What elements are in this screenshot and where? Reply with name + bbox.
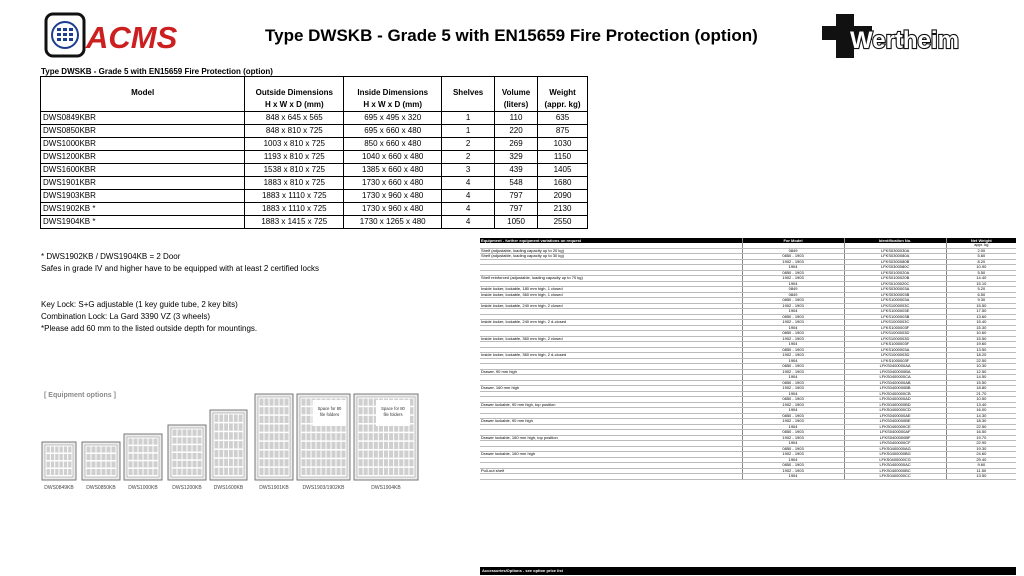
equipment-cell: 0850 - 1903 — [742, 271, 844, 276]
col-subheader: H x W x D (mm) — [344, 99, 442, 112]
equipment-cell: LFKS0400000AD — [844, 397, 946, 402]
equipment-cell: Shelf reinforced (adjustable, loading capacity up to 70 kg) — [481, 276, 583, 280]
equipment-cell: LFKS1000003C — [844, 320, 946, 325]
table-row — [41, 164, 588, 177]
equipment-cell — [480, 414, 742, 419]
table-cell: 439 — [495, 164, 538, 177]
equipment-cell — [480, 315, 742, 320]
equipment-cell: LFKS0100020B — [844, 276, 946, 281]
equipment-cell: LFKS0300080B — [844, 260, 946, 265]
equipment-cell: 18.80 — [946, 386, 1016, 391]
table-cell: 1003 x 810 x 725 — [245, 138, 344, 151]
equipment-cell — [480, 381, 742, 386]
equipment-cell: 1902 - 1903 — [742, 320, 844, 325]
equipment-cell: 15.50 — [946, 304, 1016, 309]
safe-label: DWS1000KB — [128, 485, 158, 491]
equipment-cell — [480, 447, 742, 452]
equipment-cell: 1904 — [742, 425, 844, 430]
table-cell: DWS1600KBR — [41, 164, 245, 177]
equipment-cell: LFKS1000003D — [844, 337, 946, 342]
table-cell: 1030 — [538, 138, 588, 151]
table-cell: 695 x 495 x 320 — [344, 112, 442, 125]
equipment-cell: 10.50 — [946, 397, 1016, 402]
equipment-cell: 10.60 — [946, 331, 1016, 336]
table-cell: 548 — [495, 177, 538, 190]
equipment-cell: 1902 - 1903 — [742, 276, 844, 281]
table-cell: 695 x 660 x 480 — [344, 125, 442, 138]
equipment-cell: 19.70 — [946, 436, 1016, 441]
safe-illustrations — [40, 390, 435, 492]
col-header: Model — [41, 77, 245, 100]
table-cell: 1680 — [538, 177, 588, 190]
equipment-cell: 0850 - 1903 — [742, 447, 844, 452]
table-cell: 4 — [442, 216, 495, 229]
models-subheader-row — [41, 99, 588, 112]
equipment-cell — [480, 331, 742, 336]
equipment-cell: 22.50 — [946, 359, 1016, 364]
equipment-cell: 1904 — [742, 359, 844, 364]
equipment-cell: LFKS1000003B — [844, 315, 946, 320]
table-cell: 269 — [495, 138, 538, 151]
equipment-cell: Shelf (adjustable, loading capacity up to 30 kg) — [481, 254, 564, 258]
equipment-cell: 1902 - 1903 — [742, 469, 844, 474]
equipment-cell — [480, 474, 742, 479]
equipment-cell: 0850 - 1903 — [742, 397, 844, 402]
safe-illustration — [297, 394, 350, 491]
equipment-cell: 1902 - 1903 — [742, 353, 844, 358]
equipment-cell: 0850 - 1903 — [742, 315, 844, 320]
equipment-cell: LFKS0400000BG — [844, 452, 946, 457]
space-label: file folders — [319, 412, 340, 417]
table-cell: 3 — [442, 164, 495, 177]
col-header: Shelves — [442, 77, 495, 100]
equipment-cell: 1902 - 1903 — [742, 370, 844, 375]
safe-label: DWS0850KB — [86, 485, 116, 491]
table-cell: 797 — [495, 190, 538, 203]
equipment-cell: 24.60 — [946, 452, 1016, 457]
equipment-cell: 0850 - 1903 — [742, 348, 844, 353]
table-cell: 850 x 660 x 480 — [344, 138, 442, 151]
equipment-cell: Inside locker, lockable, 360 mm high, 2 d-closed — [481, 353, 567, 357]
equipment-cell: LFKS1000003D — [844, 353, 946, 358]
equipment-cell: 0849 — [742, 287, 844, 292]
table-cell: 2090 — [538, 190, 588, 203]
equipment-cell: LFKS0400000AA — [844, 364, 946, 369]
equipment-cell: Drawer lockable, 160 mm high, top position — [481, 435, 558, 440]
equipment-cell: 1904 — [742, 474, 844, 479]
equipment-cell: 18.30 — [946, 419, 1016, 424]
safe-label: DWS1901KB — [259, 485, 289, 491]
table-cell: 848 x 810 x 725 — [245, 125, 344, 138]
equipment-cell: LFKS0400000CE — [844, 425, 946, 430]
equipment-cell: 8.20 — [946, 260, 1016, 265]
safe-label: DWS1903/1902KB — [302, 485, 345, 491]
equipment-cell — [480, 458, 742, 463]
equipment-cell: LFKS0400000CC — [844, 474, 946, 479]
equipment-cell: LFKS1000003F — [844, 359, 946, 364]
equipment-cell: 0850 - 1903 — [742, 381, 844, 386]
table-row — [41, 125, 588, 138]
table-cell: 4 — [442, 177, 495, 190]
equipment-cell: Inside locker, lockable, 360 mm high, 2 closed — [481, 336, 563, 341]
equipment-cell: 14.30 — [946, 414, 1016, 419]
table-cell: DWS1903KBR — [41, 190, 245, 203]
equipment-cell: Inside locker, lockable, 240 mm high, 2 d-closed — [481, 320, 567, 324]
table-cell: 1730 x 660 x 480 — [344, 177, 442, 190]
equipment-cell — [480, 463, 742, 468]
col-subheader: H x W x D (mm) — [245, 99, 344, 112]
equipment-cell: 1902 - 1903 — [742, 386, 844, 391]
equipment-cell: 6.50 — [946, 293, 1016, 298]
equipment-cell: LFKS1000003C — [844, 304, 946, 309]
equipment-cell: Drawer lockable, 90 mm high, top position — [481, 402, 556, 407]
equipment-cell: 0850 - 1903 — [742, 254, 844, 259]
equipment-cell: 5.60 — [946, 254, 1016, 259]
col-header: Outside Dimensions — [245, 77, 344, 100]
equipment-cell: 19.30 — [946, 447, 1016, 452]
table-cell: 2130 — [538, 203, 588, 216]
equipment-cell: 0850 - 1903 — [742, 430, 844, 435]
eq-col-header: Identification No. — [844, 238, 946, 243]
models-table — [40, 76, 588, 229]
equipment-cell: LFKS0400000CA — [844, 375, 946, 380]
table-cell: 1730 x 960 x 480 — [344, 190, 442, 203]
equipment-cell — [480, 392, 742, 397]
table-row — [41, 203, 588, 216]
table-cell: 1150 — [538, 151, 588, 164]
col-subheader: (liters) — [495, 99, 538, 112]
equipment-cell: 1902 - 1903 — [742, 304, 844, 309]
table-cell: 1193 x 810 x 725 — [245, 151, 344, 164]
equipment-cell: LFKS1000003D — [844, 331, 946, 336]
table-cell: DWS1901KBR — [41, 177, 245, 190]
equipment-cell — [480, 265, 742, 270]
equipment-cell — [480, 397, 742, 402]
equipment-cell: Drawer lockable, 90 mm high — [481, 419, 533, 423]
equipment-cell: 22.50 — [946, 425, 1016, 430]
equipment-cell: LFKS0400000CG — [844, 458, 946, 463]
equipment-cell: LFKS0400000AG — [844, 447, 946, 452]
equipment-cell: Shelf (adjustable, loading capacity up to 20 kg) — [481, 248, 564, 253]
equipment-cell: 15.40 — [946, 320, 1016, 325]
col-subheader: (appr. kg) — [538, 99, 588, 112]
table-row — [41, 138, 588, 151]
equipment-cell: LFKS0300030A — [844, 249, 946, 254]
equipment-cell: LFKS0100020C — [844, 282, 946, 287]
equipment-cell: LFKS0400000BF — [844, 436, 946, 441]
equipment-cell: 1904 — [742, 282, 844, 287]
equipment-cell: 1902 - 1903 — [742, 260, 844, 265]
equipment-cell: 14.50 — [946, 375, 1016, 380]
equipment-cell: LFKS0400000CF — [844, 441, 946, 446]
equipment-cell: 0849 — [742, 293, 844, 298]
equipment-cell: 19.60 — [946, 342, 1016, 347]
table-cell: 1883 x 810 x 725 — [245, 177, 344, 190]
equipment-cell: 1904 — [742, 375, 844, 380]
equipment-cell: Inside locker, lockable, 360 mm high, 1 closed — [481, 292, 563, 297]
equipment-cell: 0850 - 1903 — [742, 364, 844, 369]
equipment-cell: Pull-out shelf — [481, 468, 505, 473]
equipment-cell: 1902 - 1903 — [742, 419, 844, 424]
note-key-lock: Key Lock: S+G adjustable (1 key guide tube, 2 key bits) — [41, 300, 238, 309]
equipment-cell: 1904 — [742, 265, 844, 270]
equipment-cell: 22.90 — [946, 441, 1016, 446]
equipment-cell: LFKS0300080C — [844, 265, 946, 270]
safe-illustration — [124, 434, 162, 491]
equipment-cell — [480, 348, 742, 353]
table-cell: 1 — [442, 112, 495, 125]
equipment-footer: Accessories/Options - see option price list — [480, 567, 1016, 575]
equipment-cell: 1904 — [742, 326, 844, 331]
equipment-cell — [480, 430, 742, 435]
equipment-cell: LFKS0300003A — [844, 287, 946, 292]
note-combination-lock: Combination Lock: La Gard 3390 VZ (3 wheels) — [41, 312, 210, 321]
table-cell: 2 — [442, 138, 495, 151]
equipment-cell: 16.50 — [946, 430, 1016, 435]
table-cell: 875 — [538, 125, 588, 138]
equipment-cell: LFKS0400000BB — [844, 386, 946, 391]
equipment-cell: 0850 - 1903 — [742, 298, 844, 303]
equipment-cell: LFKS0400000CB — [844, 392, 946, 397]
equipment-cell: LFKS0400000AC — [844, 463, 946, 468]
equipment-cell: LFKS0400000BC — [844, 469, 946, 474]
equipment-cell — [480, 309, 742, 314]
equipment-cell — [480, 282, 742, 287]
table-cell: DWS0849KBR — [41, 112, 245, 125]
col-header: Weight — [538, 77, 588, 100]
safe-label: DWS1904KB — [371, 485, 401, 491]
table-cell: 1883 x 1415 x 725 — [245, 216, 344, 229]
equipment-cell: 1904 — [742, 392, 844, 397]
equipment-body — [480, 249, 1016, 480]
eq-col-subheader: appr. kg — [946, 243, 1016, 248]
equipment-cell: LFKS0400000CD — [844, 408, 946, 413]
table-cell: 1730 x 1265 x 480 — [344, 216, 442, 229]
table-cell: 1538 x 810 x 725 — [245, 164, 344, 177]
table-cell: 4 — [442, 190, 495, 203]
equipment-cell: LFKS1000003A — [844, 298, 946, 303]
table-cell: 220 — [495, 125, 538, 138]
equipment-cell: 1904 — [742, 408, 844, 413]
equipment-cell: 1904 — [742, 441, 844, 446]
equipment-cell: LFKS0300080A — [844, 254, 946, 259]
equipment-cell — [480, 441, 742, 446]
equipment-cell: LFKS1000003F — [844, 326, 946, 331]
table-cell: 1 — [442, 125, 495, 138]
equipment-cell: LFKS0400000BA — [844, 370, 946, 375]
equipment-cell: 1902 - 1903 — [742, 436, 844, 441]
equipment-cell: 0850 - 1903 — [742, 331, 844, 336]
equipment-cell: LFKS1000003F — [844, 342, 946, 347]
equipment-cell — [480, 425, 742, 430]
equipment-cell: 29.40 — [946, 458, 1016, 463]
equipment-cell — [480, 408, 742, 413]
equipment-cell: Drawer lockable, 160 mm high — [481, 452, 536, 456]
equipment-cell: 1902 - 1903 — [742, 452, 844, 457]
table-cell: 1405 — [538, 164, 588, 177]
equipment-cell: LFKS0400000AE — [844, 414, 946, 419]
equipment-cell: LFKS0100020A — [844, 271, 946, 276]
equipment-cell: 5.50 — [946, 271, 1016, 276]
equipment-cell — [480, 342, 742, 347]
equipment-cell: LFKS0400000BE — [844, 419, 946, 424]
col-subheader — [442, 99, 495, 112]
table-row — [41, 151, 588, 164]
equipment-row — [480, 474, 1016, 480]
equipment-cell: 0850 - 1903 — [742, 463, 844, 468]
equipment-cell: 12.50 — [946, 370, 1016, 375]
equipment-cell: 18.20 — [946, 353, 1016, 358]
equipment-cell: LFKS1000003A — [844, 348, 946, 353]
wertheim-logo-text: Wertheim — [850, 27, 959, 54]
table-cell: 797 — [495, 203, 538, 216]
table-cell: 1050 — [495, 216, 538, 229]
wertheim-logo — [820, 12, 988, 62]
table-cell: 1040 x 660 x 480 — [344, 151, 442, 164]
table-row — [41, 112, 588, 125]
equipment-cell: LFKS0400000AF — [844, 430, 946, 435]
safe-illustration — [210, 410, 247, 491]
table-cell: 635 — [538, 112, 588, 125]
equipment-cell: 15.50 — [946, 337, 1016, 342]
table-cell: 1883 x 1110 x 725 — [245, 203, 344, 216]
note-safe: Safes in grade IV and higher have to be equipped with at least 2 certified locks — [41, 264, 319, 273]
equipment-cell: Inside locker, lockable, 240 mm high, 2 closed — [481, 303, 563, 308]
equipment-cell: 21.70 — [946, 392, 1016, 397]
equipment-cell: 1902 - 1903 — [742, 337, 844, 342]
eq-col-header: Equipment - further equipment variations on request — [481, 238, 582, 243]
page-title: Type DWSKB - Grade 5 with EN15659 Fire Protection (option) — [265, 26, 758, 45]
table-row — [41, 216, 588, 229]
space-label: file folders — [383, 412, 403, 417]
space-label: Space for 80 — [381, 406, 405, 411]
equipment-cell: 1904 — [742, 309, 844, 314]
safe-label: DWS1200KB — [172, 485, 202, 491]
safe-label: DWS1600KB — [213, 485, 244, 491]
table-caption: Type DWSKB - Grade 5 with EN15659 Fire Protection (option) — [41, 67, 273, 76]
safe-illustration — [354, 394, 418, 491]
col-header: Inside Dimensions — [344, 77, 442, 100]
equipment-cell: 9.60 — [946, 463, 1016, 468]
table-cell: 848 x 645 x 565 — [245, 112, 344, 125]
equipment-cell: 13.50 — [946, 348, 1016, 353]
table-cell: DWS1200KBR — [41, 151, 245, 164]
safe-illustration — [42, 442, 76, 491]
equipment-cell: 17.50 — [946, 309, 1016, 314]
note-depth: *Please add 60 mm to the listed outside depth for mountings. — [41, 324, 258, 333]
table-cell: 2550 — [538, 216, 588, 229]
equipment-cell: Inside locker, lockable, 180 mm high, 1 closed — [481, 287, 563, 291]
table-cell: 1883 x 1110 x 725 — [245, 190, 344, 203]
equipment-cell — [480, 260, 742, 265]
table-cell: 4 — [442, 203, 495, 216]
equipment-cell: LFKS0400000BD — [844, 403, 946, 408]
equipment-cell: LFKS0300003B — [844, 293, 946, 298]
acms-logo-text: ACMS — [86, 20, 178, 55]
table-cell: 1730 x 960 x 480 — [344, 203, 442, 216]
table-cell: DWS0850KBR — [41, 125, 245, 138]
equipment-cell: 2.00 — [946, 249, 1016, 254]
acms-logo-keypad — [57, 28, 73, 41]
equipment-cell: 11.50 — [946, 469, 1016, 474]
equipment-options-title: [ Equipment options ] — [44, 392, 116, 399]
equipment-cell: 1904 — [742, 342, 844, 347]
equipment-cell — [480, 359, 742, 364]
table-cell: 329 — [495, 151, 538, 164]
equipment-cell: 16.00 — [946, 408, 1016, 413]
col-subheader — [41, 99, 245, 112]
eq-col-header: Net Weight — [946, 238, 1016, 243]
table-cell: DWS1902KB * — [41, 203, 245, 216]
table-cell: 1385 x 660 x 480 — [344, 164, 442, 177]
table-row — [41, 190, 588, 203]
space-label: Space for 80 — [317, 406, 342, 411]
table-cell: DWS1904KB * — [41, 216, 245, 229]
equipment-cell: 0849 — [742, 249, 844, 254]
table-cell: DWS1000KBR — [41, 138, 245, 151]
table-cell: 2 — [442, 151, 495, 164]
equipment-cell: 1904 — [742, 458, 844, 463]
equipment-cell — [480, 375, 742, 380]
table-cell: 110 — [495, 112, 538, 125]
equipment-cell: 10.30 — [946, 364, 1016, 369]
equipment-cell: 15.30 — [946, 326, 1016, 331]
equipment-cell: 1902 - 1903 — [742, 403, 844, 408]
acms-logo — [44, 12, 194, 60]
equipment-cell: 9.30 — [946, 298, 1016, 303]
equipment-cell: Drawer, 160 mm high — [481, 386, 520, 390]
equipment-cell: 0850 - 1903 — [742, 414, 844, 419]
safe-illustration — [82, 442, 120, 491]
models-body — [41, 112, 588, 229]
equipment-cell: 15.10 — [946, 282, 1016, 287]
safe-illustration — [255, 394, 293, 491]
equipment-cell — [480, 271, 742, 276]
equipment-cell: LFKS1000003E — [844, 309, 946, 314]
equipment-cell: Drawer, 90 mm high — [481, 369, 517, 374]
safe-illustration — [168, 425, 206, 491]
equipment-cell: 15.50 — [946, 381, 1016, 386]
equipment-table — [480, 238, 1016, 480]
note-door: * DWS1902KB / DWS1904KB = 2 Door — [41, 252, 181, 261]
equipment-cell — [480, 326, 742, 331]
equipment-cell: 14.40 — [946, 276, 1016, 281]
col-header: Volume — [495, 77, 538, 100]
eq-col-header: For Model — [742, 238, 844, 243]
equipment-cell — [480, 364, 742, 369]
equipment-cell: 13.50 — [946, 474, 1016, 479]
equipment-cell — [480, 298, 742, 303]
safe-label: DWS0849KB — [44, 485, 74, 491]
equipment-cell: 10.90 — [946, 265, 1016, 270]
models-header-row — [41, 77, 588, 100]
equipment-cell: 13.60 — [946, 315, 1016, 320]
equipment-cell: 13.40 — [946, 403, 1016, 408]
equipment-cell: LFKS0400000AB — [844, 381, 946, 386]
table-row — [41, 177, 588, 190]
equipment-cell: 5.20 — [946, 287, 1016, 292]
